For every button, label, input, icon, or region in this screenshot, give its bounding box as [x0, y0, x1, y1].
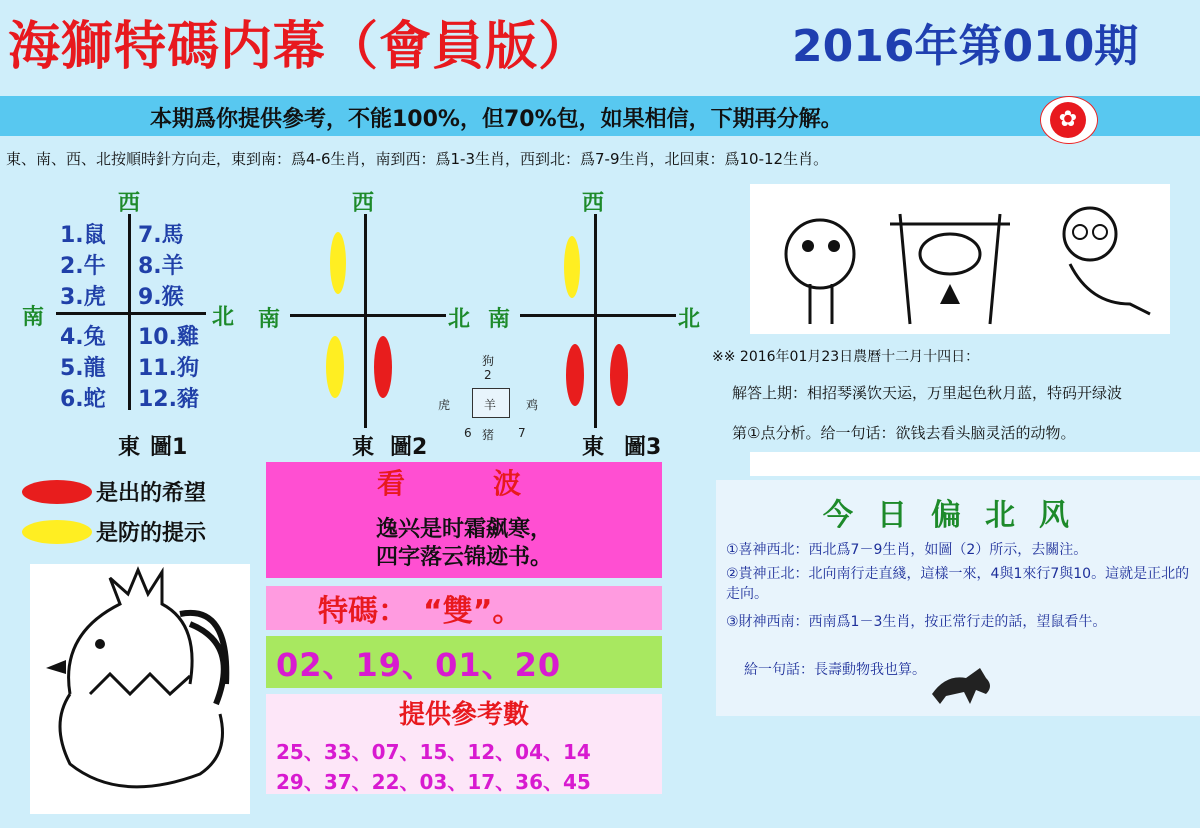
reference-heading: 提供參考數 [398, 700, 529, 730]
mini-bottom-left: 6 [464, 426, 472, 440]
fig1-zodiac-list-right-top [138, 220, 184, 313]
reference-row-1: 25、33、07、15、12、04、14 [276, 740, 591, 764]
fig2-east: 東 [352, 435, 375, 460]
mini-right: 鸡 [526, 398, 539, 412]
fig3-yellow-mark [564, 236, 580, 298]
zodiac-item: 9.猴 [138, 285, 184, 310]
fig3-east: 東 [582, 435, 605, 460]
fig1-north: 北 [212, 305, 235, 330]
fig1-east: 東 [118, 435, 141, 460]
answer-line-1: 解答上期：相招琴溪饮天运，万里起色秋月蓝，特码开绿波 [732, 384, 1123, 402]
zodiac-item: 2.牛 [60, 254, 106, 279]
wind-title: 今日偏北风 [823, 498, 1093, 533]
mini-top: 狗 [482, 354, 495, 368]
main-numbers: 02、19、01、20 [276, 646, 562, 684]
zodiac-item: 12.豬 [138, 387, 199, 412]
answer-line-2: 第①点分析。给一句话：欲钱去看头脑灵活的动物。 [732, 424, 1076, 442]
fig3-red-mark [610, 344, 628, 406]
white-strip [750, 452, 1200, 476]
zodiac-item: 3.虎 [60, 285, 106, 310]
zodiac-item: 1.鼠 [60, 223, 106, 248]
fig2-vertical-axis [364, 214, 367, 428]
wind-item-1: ①喜神西北：西北爲7－9生肖，如圖（2）所示，去關注。 [726, 542, 1088, 558]
fig3-north: 北 [678, 307, 701, 332]
mini-top-num: 2 [484, 368, 492, 382]
horse-icon [926, 664, 1000, 706]
fig1-zodiac-list-right-bottom [138, 322, 199, 415]
fig1-south: 南 [22, 305, 45, 330]
mini-center: 羊 [484, 398, 497, 412]
fig3-west: 西 [582, 191, 605, 216]
banner-text: 本期爲你提供參考，不能100%，但70%包，如果相信，下期再分解。 [150, 107, 843, 132]
wind-item-3: ③財神西南：西南爲1－3生肖，按正常行走的話，望鼠看牛。 [726, 614, 1107, 630]
legend-red-label: 是出的希望 [96, 481, 207, 506]
fig1-label: 圖1 [150, 435, 188, 460]
fig2-west: 西 [352, 191, 375, 216]
fig3-vertical-axis [594, 214, 597, 428]
fig2-horizontal-axis [290, 314, 446, 317]
mini-bottom-right: 7 [518, 426, 526, 440]
zodiac-item: 6.蛇 [60, 387, 106, 412]
zodiac-item: 8.羊 [138, 254, 184, 279]
fig1-zodiac-list-left-top [60, 220, 106, 313]
reference-row-2: 29、37、22、03、17、36、45 [276, 770, 591, 794]
legend-yellow-swatch [22, 520, 92, 544]
wind-item-4: 給一句話：長壽動物我也算。 [744, 662, 926, 678]
fig2-red-mark [374, 336, 392, 398]
fig2-yellow-mark [326, 336, 344, 398]
fig2-north: 北 [448, 307, 471, 332]
mini-left: 虎 [438, 398, 451, 412]
direction-rule: 東、南、西、北按順時針方向走，東到南：爲4-6生肖，南到西：爲1-3生肖，西到北：爲7-9生肖，北回東：爲10-12生肖。 [6, 150, 829, 168]
fig1-zodiac-list-left-bottom [60, 322, 106, 415]
hk-flag-icon: ✿ [1040, 96, 1098, 144]
kanbo-line-2: 四字落云锦迹书。 [375, 545, 552, 570]
wind-item-2: ②貴神正北：北向南行走直綫，這樣一來，4與1來行7與10。這就是正北的走向。 [726, 566, 1190, 602]
zodiac-item: 7.馬 [138, 223, 184, 248]
mini-bottom: 猪 [482, 428, 495, 442]
issue-number: 2016年第010期 [792, 21, 1139, 72]
page-title: 海獅特碼内幕（會員版） [8, 16, 592, 77]
cartoon-illustration [750, 184, 1170, 334]
tema-text: 特碼： “雙”。 [318, 594, 523, 629]
kanbo-line-1: 逸兴是时霜飙寒， [375, 517, 552, 542]
fig2-south: 南 [258, 307, 281, 332]
fig2-yellow-mark [330, 232, 346, 294]
fig3-south: 南 [488, 307, 511, 332]
legend-yellow-label: 是防的提示 [96, 521, 207, 546]
kanbo-heading: 看 波 [376, 467, 551, 500]
fig3-label: 圖3 [624, 435, 662, 460]
zodiac-item: 11.狗 [138, 356, 199, 381]
fig1-west: 西 [118, 191, 141, 216]
fig3-red-mark [566, 344, 584, 406]
memo-date: ※※ 2016年01月23日農曆十二月十四日： [712, 349, 980, 365]
fig3-horizontal-axis [520, 314, 676, 317]
legend-red-swatch [22, 480, 92, 504]
fig2-label: 圖2 [390, 435, 428, 460]
zodiac-item: 4.兔 [60, 325, 106, 350]
rooster-illustration [30, 564, 250, 814]
zodiac-item: 5.龍 [60, 356, 106, 381]
zodiac-item: 10.雞 [138, 325, 199, 350]
